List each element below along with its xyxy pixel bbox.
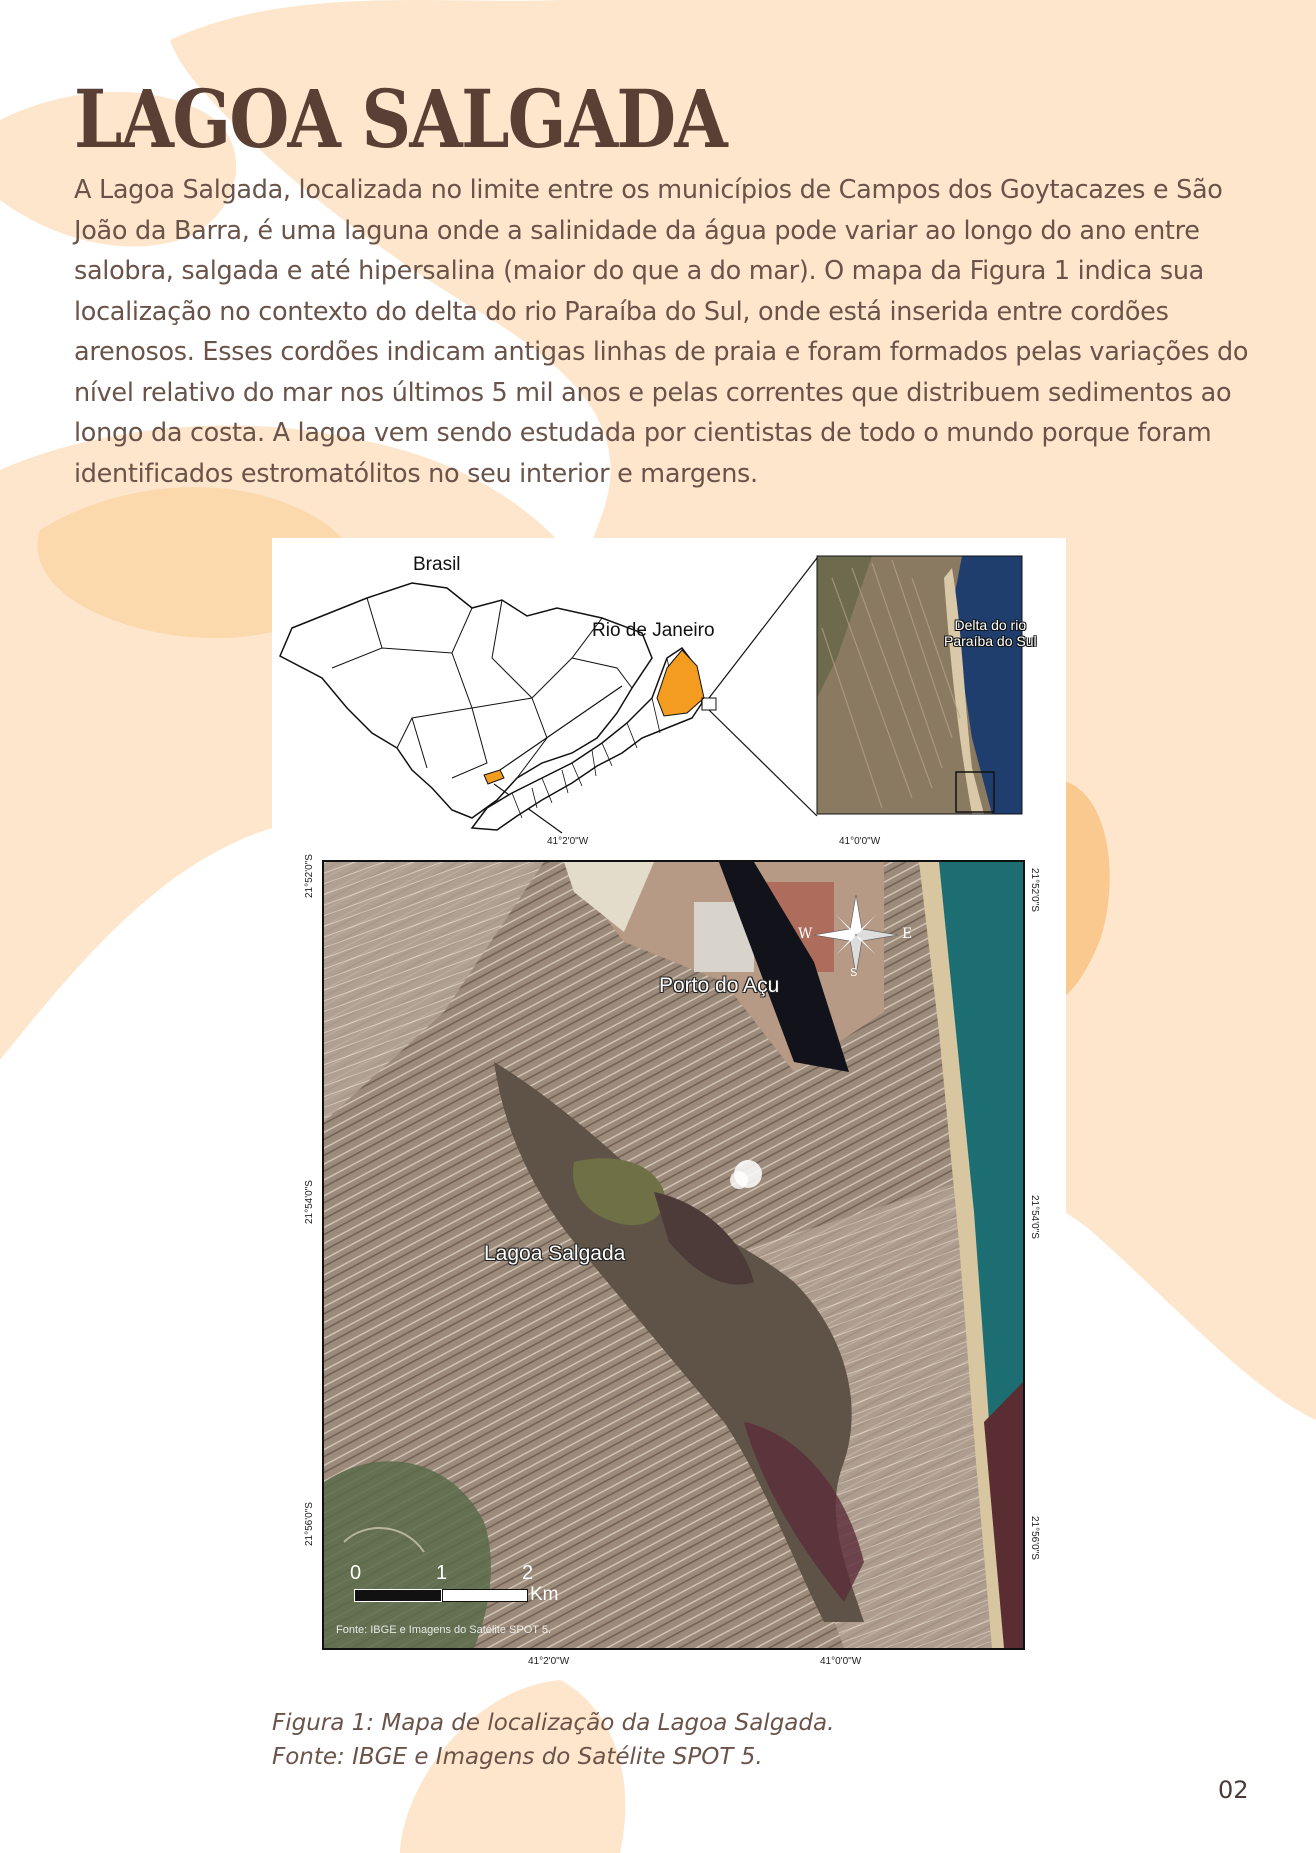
page-title: LAGOA SALGADA xyxy=(74,72,727,166)
coord-left-lat1: 21°52'0"S xyxy=(304,854,315,898)
map-label-porto: Porto do Açu xyxy=(659,974,780,997)
scale-tick-0: 0 xyxy=(350,1562,362,1584)
compass-rose xyxy=(794,890,914,980)
compass-w: W xyxy=(798,926,813,942)
delta-line-2: Paraíba do Sul xyxy=(944,633,1037,649)
compass-e: E xyxy=(902,926,913,942)
delta-line-1: Delta do rio xyxy=(954,617,1027,633)
caption-line-1: Figura 1: Mapa de localização da Lagoa Salgada. xyxy=(272,1710,835,1736)
coord-right-lat2: 21°54'0"S xyxy=(1029,1195,1040,1239)
scale-tick-1: 1 xyxy=(436,1562,448,1584)
delta-satellite-inset xyxy=(817,556,1022,814)
inset-label-rio: Rio de Janeiro xyxy=(592,620,715,641)
location-figure xyxy=(272,538,1066,1668)
map-source-note: Fonte: IBGE e Imagens do Satélite SPOT 5. xyxy=(336,1624,552,1636)
map-label-lagoa: Lagoa Salgada xyxy=(484,1242,626,1265)
brazil-map xyxy=(280,583,652,818)
figure-caption xyxy=(272,1706,834,1774)
coord-left-lat2: 21°54'0"S xyxy=(304,1180,315,1224)
coord-bottom-left: 41°2'0"W xyxy=(528,1656,570,1667)
coord-top-right: 41°0'0"W xyxy=(839,836,881,847)
coord-right-lat3: 21°56'0"S xyxy=(1029,1516,1040,1560)
compass-s: S xyxy=(850,966,858,979)
coord-top-left: 41°2'0"W xyxy=(547,836,589,847)
scale-unit: Km xyxy=(530,1584,559,1605)
coord-left-lat3: 21°56'0"S xyxy=(304,1502,315,1546)
page-number: 02 xyxy=(1218,1776,1249,1804)
coord-bottom-right: 41°0'0"W xyxy=(820,1656,862,1667)
intro-paragraph: A Lagoa Salgada, localizada no limite entre os municípios de Campos dos Goytacazes e São João da Barra, é uma laguna onde a salinidade da água pode variar ao longo do ano entre salobra, salgada e até hipersalina (maior do que a do mar). O mapa da Figura 1 indica sua localização no contexto do delta do rio Paraíba do Sul, onde está inserida entre cordões arenosos. Esses cordões indicam antigas linhas de praia e foram formados pelas variações do nível relativo do mar nos últimos 5 mil anos e pelas correntes que distribuem sedimentos ao longo da costa. A lagoa vem sendo estudada por cientistas de todo o mundo porque foram identificados estromatólitos no seu interior e margens. xyxy=(74,175,1249,489)
caption-line-2: Fonte: IBGE e Imagens do Satélite SPOT 5. xyxy=(272,1744,763,1770)
coord-right-lat1: 21°52'0"S xyxy=(1029,868,1040,912)
scale-tick-2: 2 xyxy=(522,1562,534,1584)
inset-label-brasil: Brasil xyxy=(413,554,461,575)
scale-bar xyxy=(350,1562,559,1612)
main-satellite-map xyxy=(322,860,1025,1650)
inset-maps xyxy=(272,538,1066,838)
inset-label-delta xyxy=(944,617,1037,649)
